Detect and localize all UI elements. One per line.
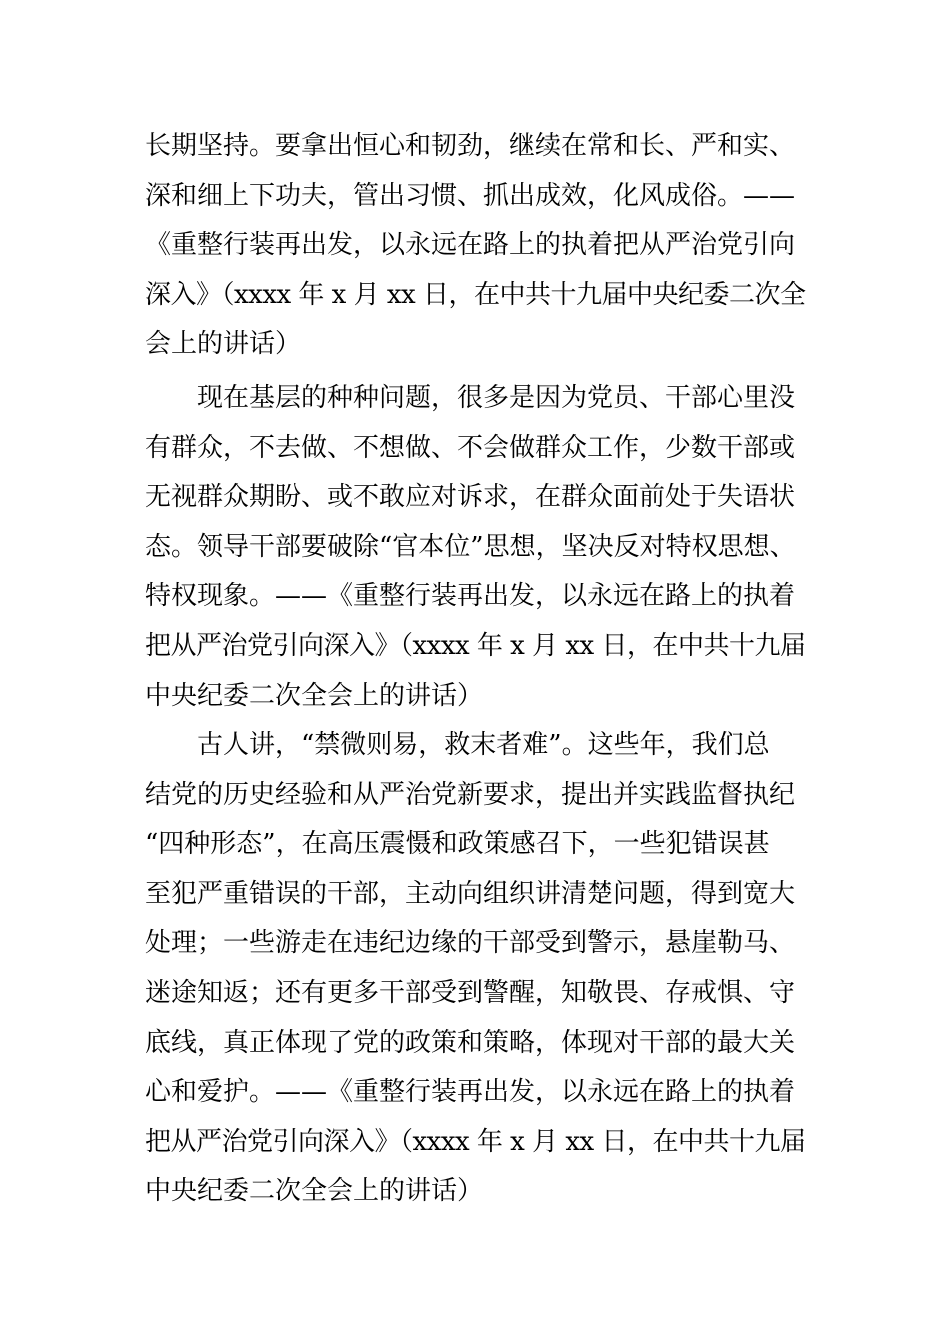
paragraph-3-line-2: 结党的历史经验和从严治党新要求，提出并实践监督执纪: [145, 779, 796, 810]
paragraph-1-line-3: 《重整行装再出发，以永远在路上的执着把从严治党引向: [145, 230, 796, 261]
paragraph-3-line-3: “四种形态”，在高压震慑和政策感召下，一些犯错误甚: [145, 829, 770, 860]
paragraph-2-line-2: 有群众，不去做、不想做、不会做群众工作，少数干部或: [145, 432, 796, 463]
paragraph-3-line-8: 心和爱护。——《重整行装再出发，以永远在路上的执着: [145, 1077, 796, 1108]
paragraph-3-line-6: 迷途知返；还有更多干部受到警醒，知敬畏、存戒惧、守: [145, 977, 796, 1008]
paragraph-2-line-5: 特权现象。——《重整行装再出发，以永远在路上的执着: [145, 581, 796, 612]
paragraph-3-line-4: 至犯严重错误的干部，主动向组织讲清楚问题，得到宽大: [145, 878, 796, 909]
paragraph-3-line-1: 古人讲，“禁微则易，救末者难”。这些年，我们总: [197, 730, 770, 760]
paragraph-3-line-5: 处理；一些游走在违纪边缘的干部受到警示，悬崖勒马、: [145, 928, 796, 959]
paragraph-2-line-6: 把从严治党引向深入》（xxxx 年 x 月 xx 日，在中共十九届: [145, 630, 806, 661]
paragraph-1-line-1: 长期坚持。要拿出恒心和韧劲，继续在常和长、严和实、: [145, 131, 796, 161]
paragraph-2-line-3: 无视群众期盼、或不敢应对诉求，在群众面前处于失语状: [145, 482, 796, 513]
paragraph-2-line-4: 态。领导干部要破除“官本位”思想，坚决反对特权思想、: [145, 531, 796, 562]
paragraph-3-line-10: 中央纪委二次全会上的讲话）: [145, 1176, 484, 1207]
paragraph-3-line-7: 底线，真正体现了党的政策和策略，体现对干部的最大关: [145, 1027, 796, 1058]
paragraph-1-line-2: 深和细上下功夫，管出习惯、抓出成效，化风成俗。——: [145, 180, 796, 211]
paragraph-1: [145, 122, 805, 370]
paragraph-3: [145, 721, 805, 1217]
paragraph-2-line-1: 现在基层的种种问题，很多是因为党员、干部心里没: [197, 383, 796, 413]
paragraph-2-line-7: 中央纪委二次全会上的讲话）: [145, 680, 484, 711]
paragraph-1-line-4: 深入》（xxxx 年 x 月 xx 日，在中共十九届中央纪委二次全: [145, 279, 806, 310]
paragraph-1-line-5: 会上的讲话）: [145, 329, 302, 360]
paragraph-2: [145, 374, 805, 721]
paragraph-3-line-9: 把从严治党引向深入》（xxxx 年 x 月 xx 日，在中共十九届: [145, 1126, 806, 1157]
